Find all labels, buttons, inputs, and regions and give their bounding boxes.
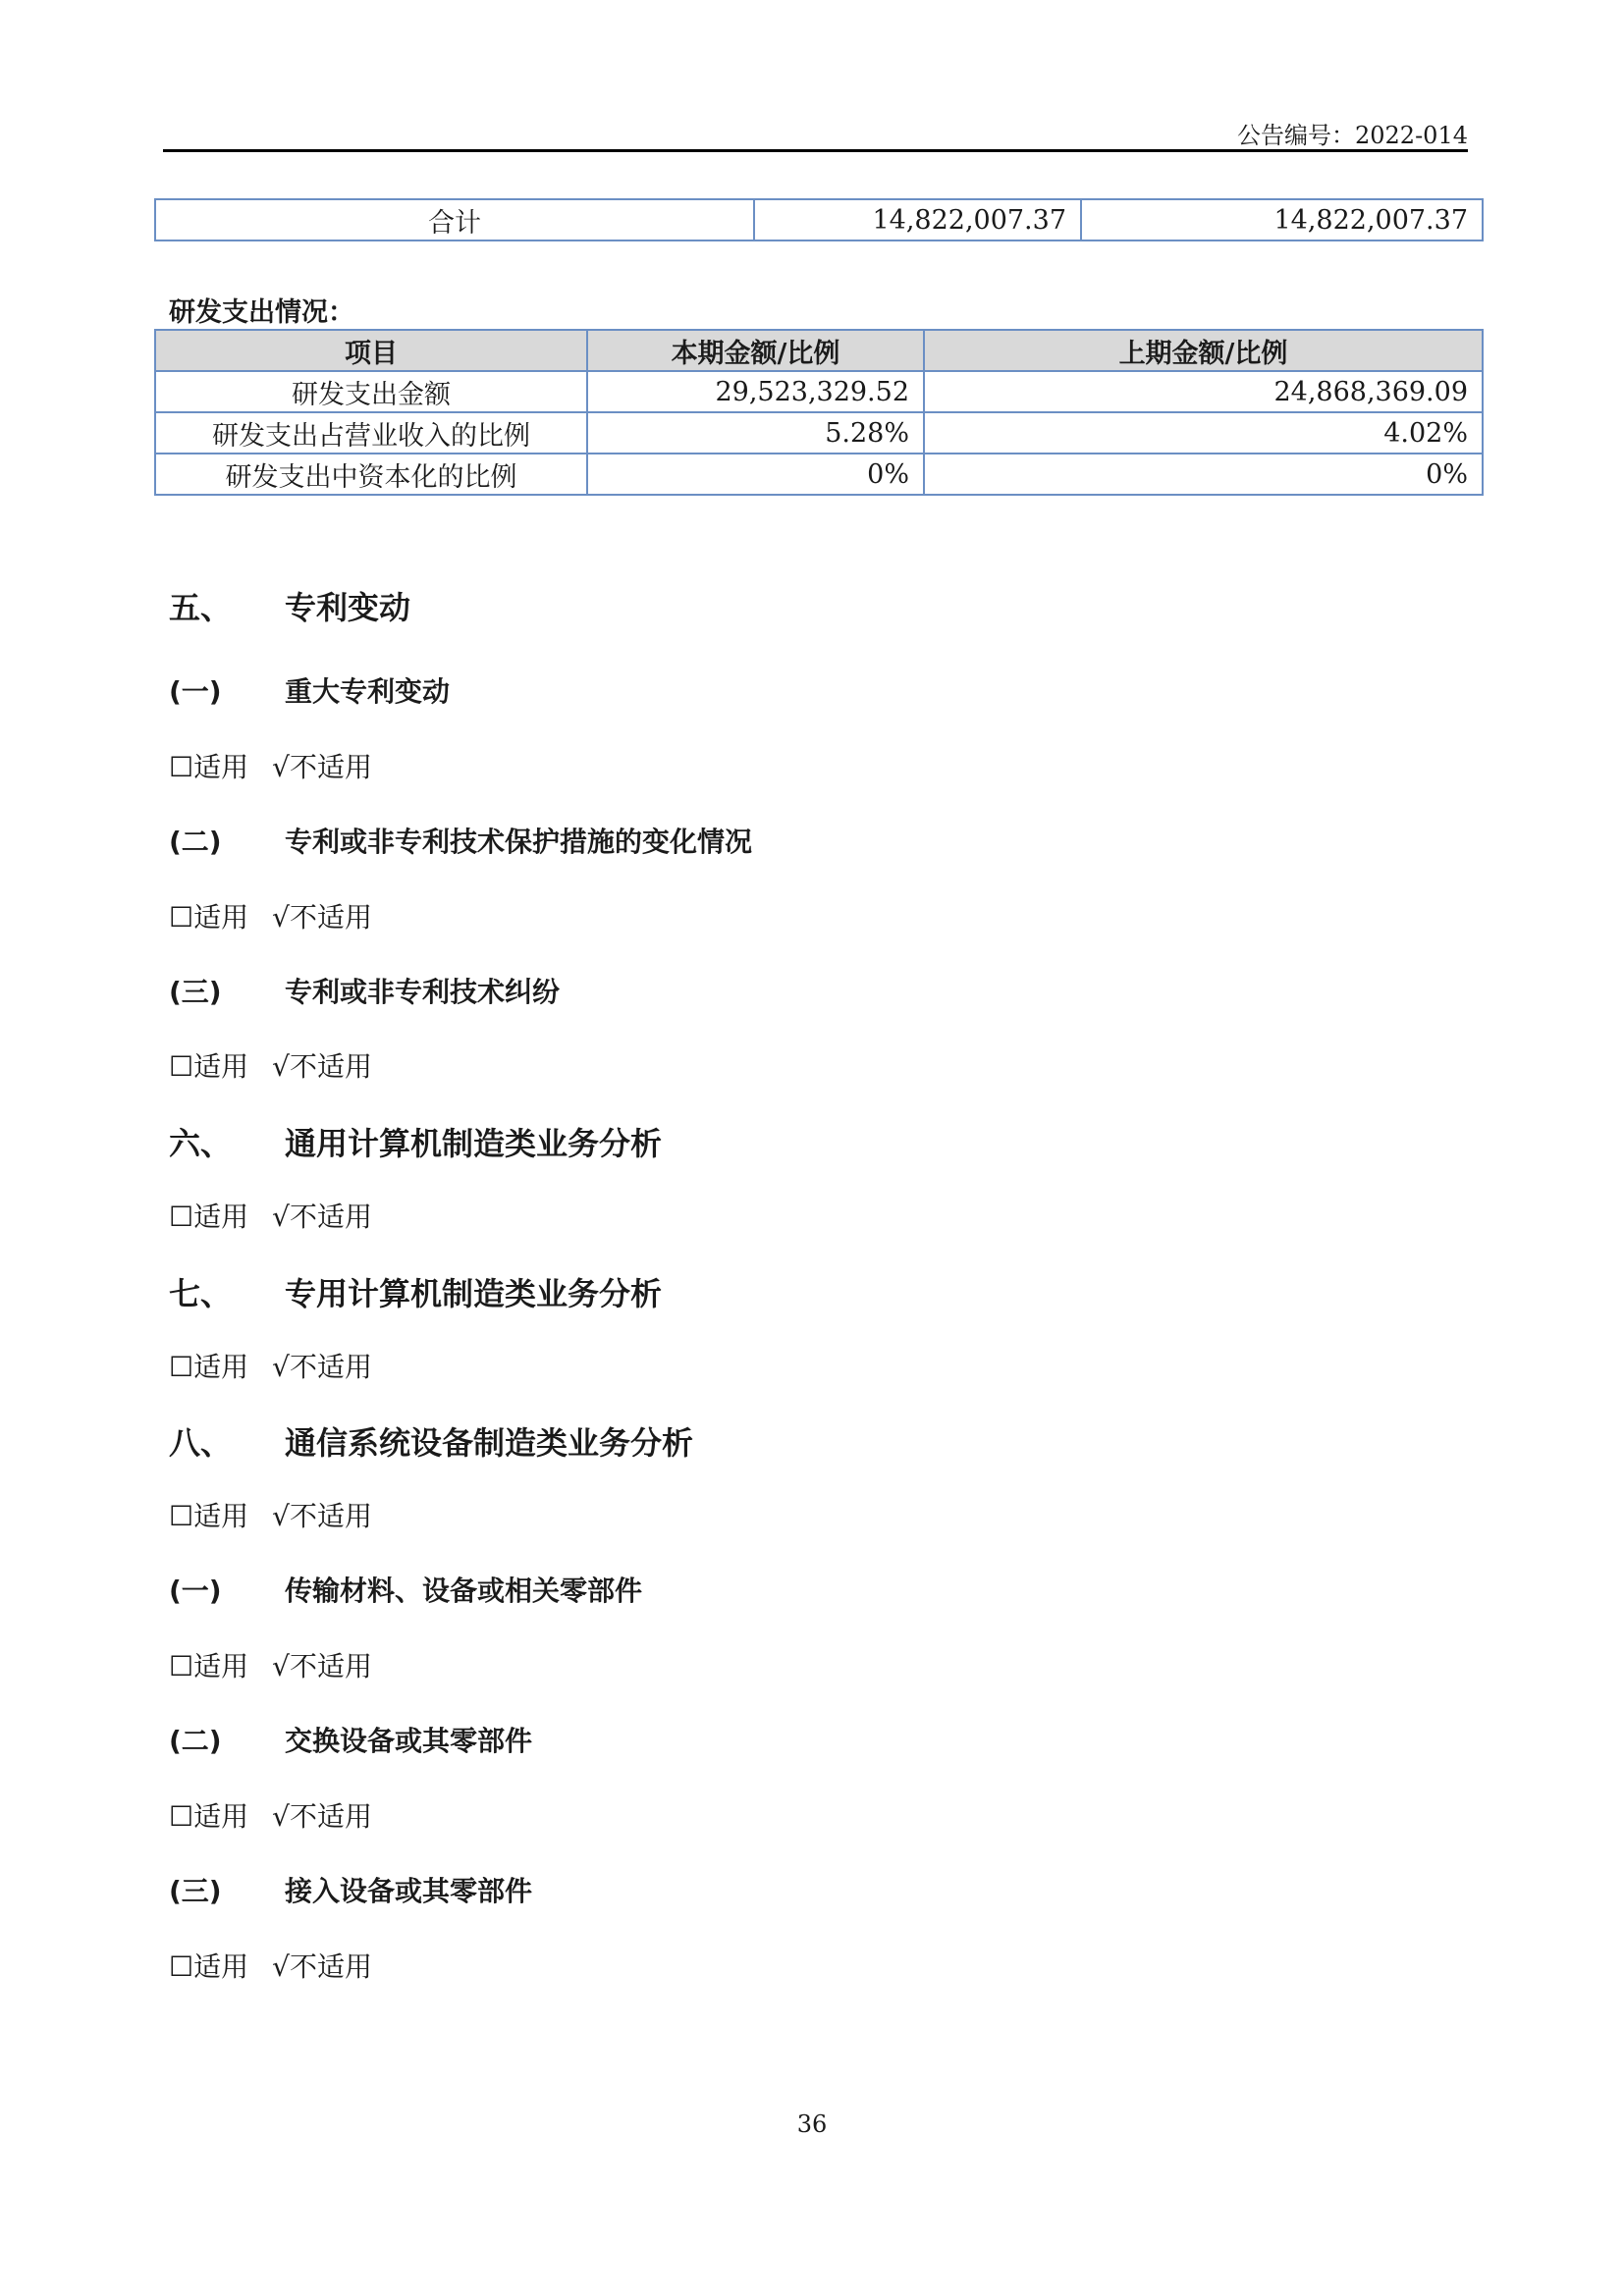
- checkbox-icon: ☐: [169, 1351, 194, 1383]
- not-applicable-option[interactable]: √不适用: [272, 1650, 372, 1682]
- total-label: 合计: [155, 199, 754, 240]
- applicable-option[interactable]: ☐适用: [169, 1800, 249, 1833]
- row-current: 29,523,329.52: [587, 371, 924, 412]
- checkmark-icon: √: [272, 901, 290, 934]
- applicability-options: [169, 1946, 372, 1985]
- applicability-options: [169, 1045, 372, 1085]
- checkmark-icon: √: [272, 1500, 290, 1532]
- subsection-number: (一): [169, 675, 222, 708]
- applicable-option[interactable]: ☐适用: [169, 1050, 249, 1083]
- table-row: [155, 412, 1483, 454]
- applicable-option[interactable]: ☐适用: [169, 751, 249, 783]
- not-applicable-option[interactable]: √不适用: [272, 1950, 372, 1983]
- section-title: 通用计算机制造类业务分析: [285, 1125, 663, 1162]
- announcement-code: 公告编号：2022-014: [1237, 122, 1468, 149]
- subsection-title: 重大专利变动: [285, 675, 451, 708]
- checkbox-icon: ☐: [169, 1201, 194, 1233]
- not-applicable-option[interactable]: √不适用: [272, 751, 372, 783]
- row-label: 研发支出占营业收入的比例: [155, 412, 587, 454]
- total-table: [154, 198, 1484, 241]
- page-number: 36: [796, 2110, 828, 2138]
- col-header-previous: 上期金额/比例: [924, 330, 1483, 371]
- table-row: [155, 199, 1483, 240]
- not-applicable-option[interactable]: √不适用: [272, 1201, 372, 1233]
- section-title: 专利变动: [285, 589, 411, 626]
- applicability-options: [169, 1346, 372, 1385]
- row-current: 0%: [587, 454, 924, 495]
- checkbox-icon: ☐: [169, 1800, 194, 1833]
- applicable-option[interactable]: ☐适用: [169, 1201, 249, 1233]
- section-number: 八、: [169, 1424, 233, 1462]
- applicability-options: [169, 1645, 372, 1684]
- checkbox-icon: ☐: [169, 751, 194, 783]
- checkmark-icon: √: [272, 1950, 290, 1983]
- checkmark-icon: √: [272, 1800, 290, 1833]
- subsection-number: (三): [169, 976, 222, 1008]
- applicable-option[interactable]: ☐适用: [169, 1500, 249, 1532]
- applicable-option[interactable]: ☐适用: [169, 1650, 249, 1682]
- row-label: 研发支出金额: [155, 371, 587, 412]
- subsection-number: (二): [169, 826, 222, 858]
- not-applicable-option[interactable]: √不适用: [272, 1500, 372, 1532]
- checkbox-icon: ☐: [169, 1500, 194, 1532]
- not-applicable-option[interactable]: √不适用: [272, 901, 372, 934]
- row-previous: 0%: [924, 454, 1483, 495]
- not-applicable-option[interactable]: √不适用: [272, 1050, 372, 1083]
- applicable-option[interactable]: ☐适用: [169, 1950, 249, 1983]
- applicability-options: [169, 896, 372, 935]
- checkbox-icon: ☐: [169, 1650, 194, 1682]
- row-previous: 4.02%: [924, 412, 1483, 454]
- applicability-options: [169, 746, 372, 785]
- applicability-options: [169, 1495, 372, 1534]
- checkmark-icon: √: [272, 1650, 290, 1682]
- table-header-row: [155, 330, 1483, 371]
- table-row: [155, 454, 1483, 495]
- row-current: 5.28%: [587, 412, 924, 454]
- rd-expense-table: [154, 329, 1484, 496]
- checkmark-icon: √: [272, 1050, 290, 1083]
- subsection-number: (三): [169, 1875, 222, 1907]
- checkmark-icon: √: [272, 1201, 290, 1233]
- subsection-number: (一): [169, 1575, 222, 1607]
- row-previous: 24,868,369.09: [924, 371, 1483, 412]
- checkbox-icon: ☐: [169, 1050, 194, 1083]
- checkbox-icon: ☐: [169, 901, 194, 934]
- row-label: 研发支出中资本化的比例: [155, 454, 587, 495]
- checkmark-icon: √: [272, 751, 290, 783]
- total-current: 14,822,007.37: [754, 199, 1081, 240]
- not-applicable-option[interactable]: √不适用: [272, 1351, 372, 1383]
- subsection-number: (二): [169, 1725, 222, 1757]
- section-number: 五、: [169, 589, 233, 626]
- subsection-title: 专利或非专利技术纠纷: [285, 976, 561, 1008]
- subsection-title: 专利或非专利技术保护措施的变化情况: [285, 826, 753, 858]
- applicable-option[interactable]: ☐适用: [169, 901, 249, 934]
- header-divider: [163, 149, 1468, 152]
- section-number: 七、: [169, 1275, 233, 1312]
- not-applicable-option[interactable]: √不适用: [272, 1800, 372, 1833]
- section-title: 专用计算机制造类业务分析: [285, 1275, 663, 1312]
- col-header-item: 项目: [155, 330, 587, 371]
- section-title: 通信系统设备制造类业务分析: [285, 1424, 694, 1462]
- section-number: 六、: [169, 1125, 233, 1162]
- checkbox-icon: ☐: [169, 1950, 194, 1983]
- rd-table-caption: 研发支出情况：: [169, 297, 354, 328]
- applicability-options: [169, 1795, 372, 1835]
- table-row: [155, 371, 1483, 412]
- subsection-title: 交换设备或其零部件: [285, 1725, 533, 1757]
- checkmark-icon: √: [272, 1351, 290, 1383]
- applicability-options: [169, 1196, 372, 1235]
- subsection-title: 传输材料、设备或相关零部件: [285, 1575, 643, 1607]
- subsection-title: 接入设备或其零部件: [285, 1875, 533, 1907]
- applicable-option[interactable]: ☐适用: [169, 1351, 249, 1383]
- col-header-current: 本期金额/比例: [587, 330, 924, 371]
- total-previous: 14,822,007.37: [1081, 199, 1483, 240]
